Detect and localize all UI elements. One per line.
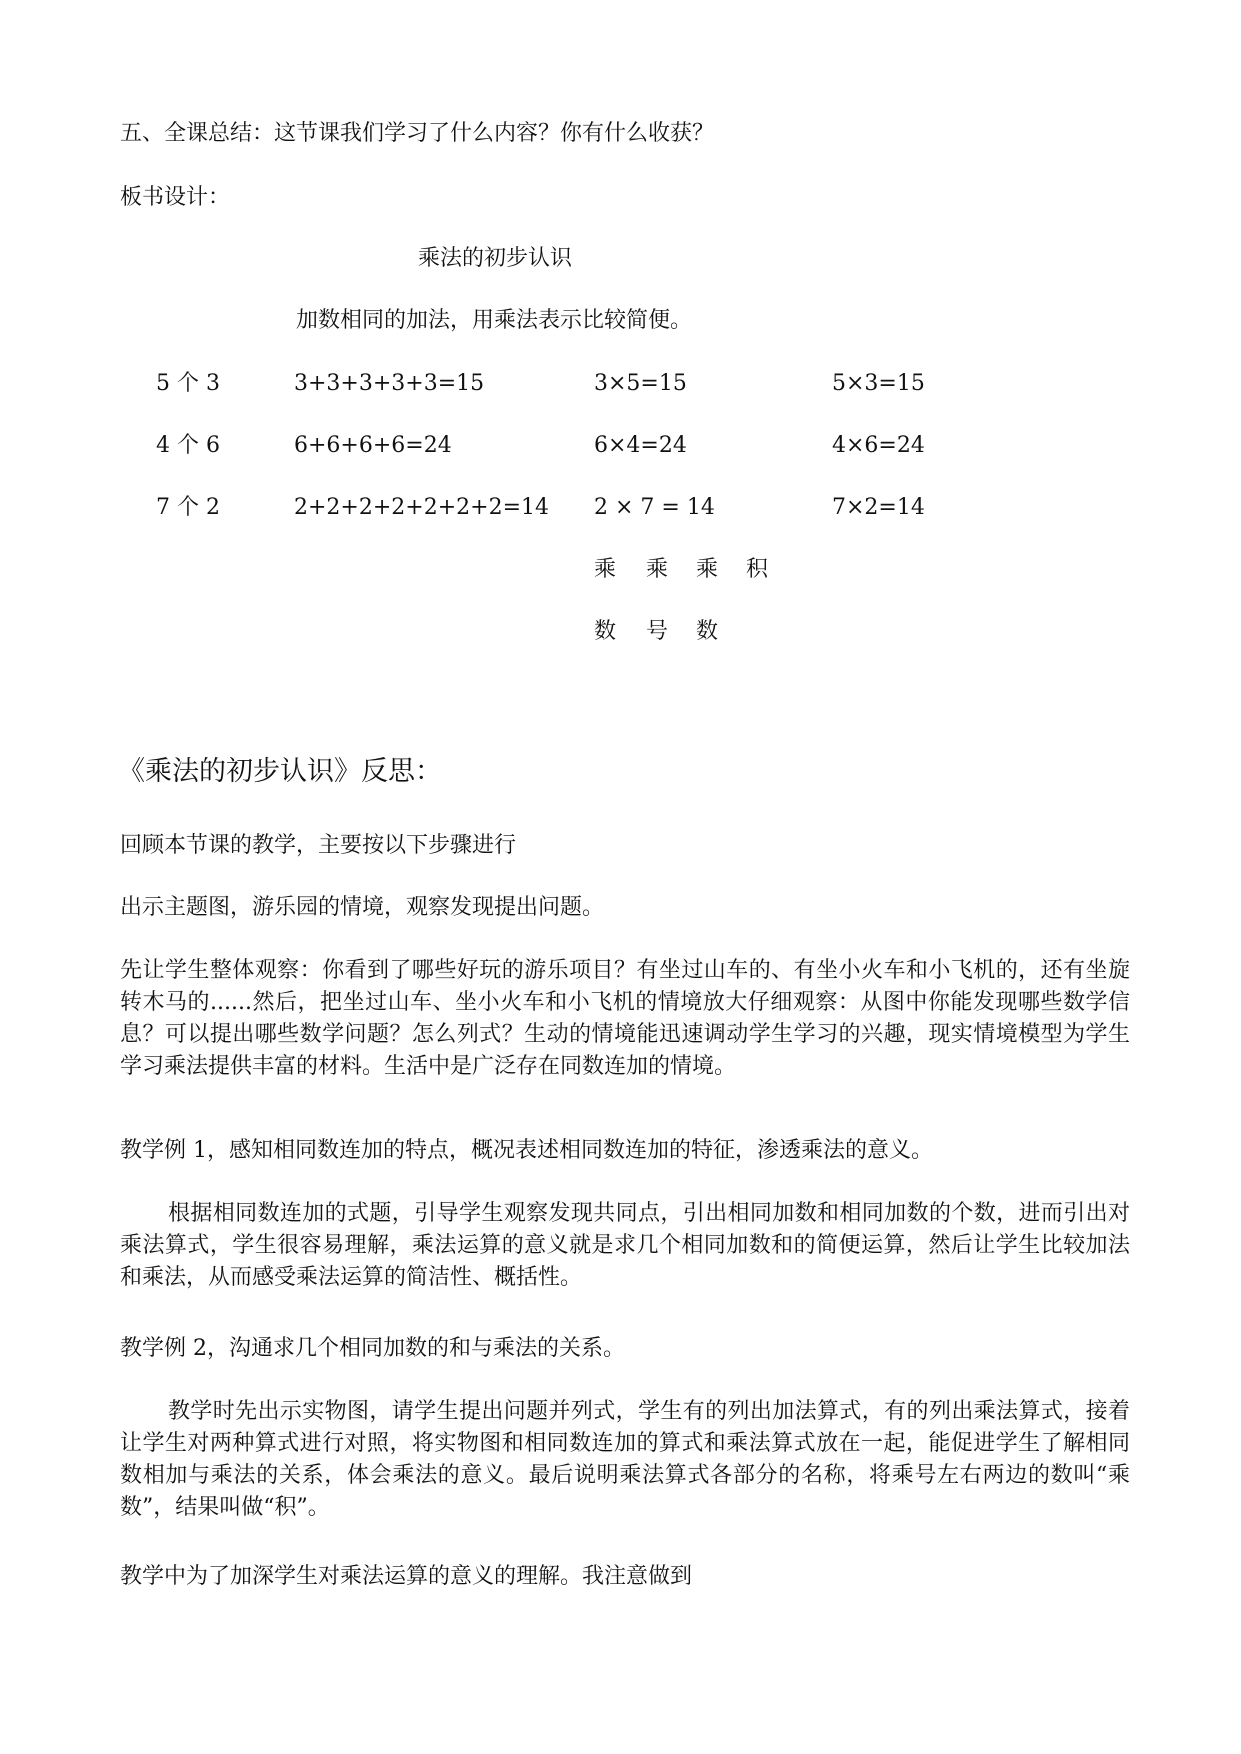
- row-count: 7 个 2: [156, 495, 220, 520]
- row-addition: 3+3+3+3+3=15: [294, 371, 485, 396]
- part-label: 数: [696, 619, 719, 644]
- paragraph: 教学中为了加深学生对乘法运算的意义的理解。我注意做到: [120, 1564, 693, 1589]
- paragraph: 教学时先出示实物图，请学生提出问题并列式，学生有的列出加法算式，有的列出乘法算式，接着让学生对两种算式进行对照，将实物图和相同数连加的算式和乘法算式放在一起，能促进学生了解相同数相加与乘法的关系，体会乘法的意义。最后说明乘法算式各部分的名称，将乘号左右两边的数叫“乘数”，结果叫做“积”。: [120, 1399, 1130, 1520]
- paragraph: 教学例 1，感知相同数连加的特点，概况表述相同数连加的特征，渗透乘法的意义。: [120, 1138, 933, 1163]
- row-multiplication-swapped: 4×6=24: [832, 433, 925, 458]
- part-label: 乘: [646, 557, 669, 582]
- paragraph: 教学例 2，沟通求几个相同加数的和与乘法的关系。: [120, 1336, 625, 1361]
- reflection-title: 《乘法的初步认识》反思：: [118, 756, 442, 787]
- paragraph: 根据相同数连加的式题，引导学生观察发现共同点，引出相同加数和相同加数的个数，进而引出对乘法算式，学生很容易理解，乘法运算的意义就是求几个相同加数和的简便运算，然后让学生比较加法和乘法，从而感受乘法运算的简洁性、概括性。: [120, 1201, 1130, 1290]
- row-addition: 6+6+6+6=24: [294, 433, 452, 458]
- row-count: 4 个 6: [156, 433, 220, 458]
- row-multiplication: 3×5=15: [594, 371, 687, 396]
- row-multiplication-swapped: 7×2=14: [832, 495, 925, 520]
- summary-line: 五、全课总结：这节课我们学习了什么内容？你有什么收获？: [120, 121, 715, 146]
- paragraph: 回顾本节课的教学，主要按以下步骤进行: [120, 833, 517, 858]
- row-addition: 2+2+2+2+2+2+2=14: [294, 495, 550, 520]
- paragraph: 出示主题图，游乐园的情境，观察发现提出问题。: [120, 895, 605, 920]
- part-label: 号: [646, 619, 669, 644]
- row-multiplication: 2 × 7 = 14: [594, 495, 715, 520]
- part-label: 乘: [696, 557, 719, 582]
- part-label: 数: [594, 619, 617, 644]
- row-count: 5 个 3: [156, 371, 220, 396]
- board-heading: 板书设计：: [120, 185, 231, 210]
- part-label: 乘: [594, 557, 617, 582]
- row-multiplication-swapped: 5×3=15: [832, 371, 925, 396]
- paragraph: 先让学生整体观察：你看到了哪些好玩的游乐项目？有坐过山车的、有坐小火车和小飞机的，还有坐旋转木马的......然后，把坐过山车、坐小火车和小飞机的情境放大仔细观察：从图中你能发现哪些数学信息？可以提出哪些数学问题？怎么列式？生动的情境能迅速调动学生学习的兴趣，现实情境模型为学生学习乘法提供丰富的材料。生活中是广泛存在同数连加的情境。: [120, 958, 1130, 1079]
- board-title: 乘法的初步认识: [418, 246, 573, 271]
- board-subtitle: 加数相同的加法，用乘法表示比较简便。: [296, 308, 693, 333]
- part-label: 积: [746, 557, 769, 582]
- row-multiplication: 6×4=24: [594, 433, 687, 458]
